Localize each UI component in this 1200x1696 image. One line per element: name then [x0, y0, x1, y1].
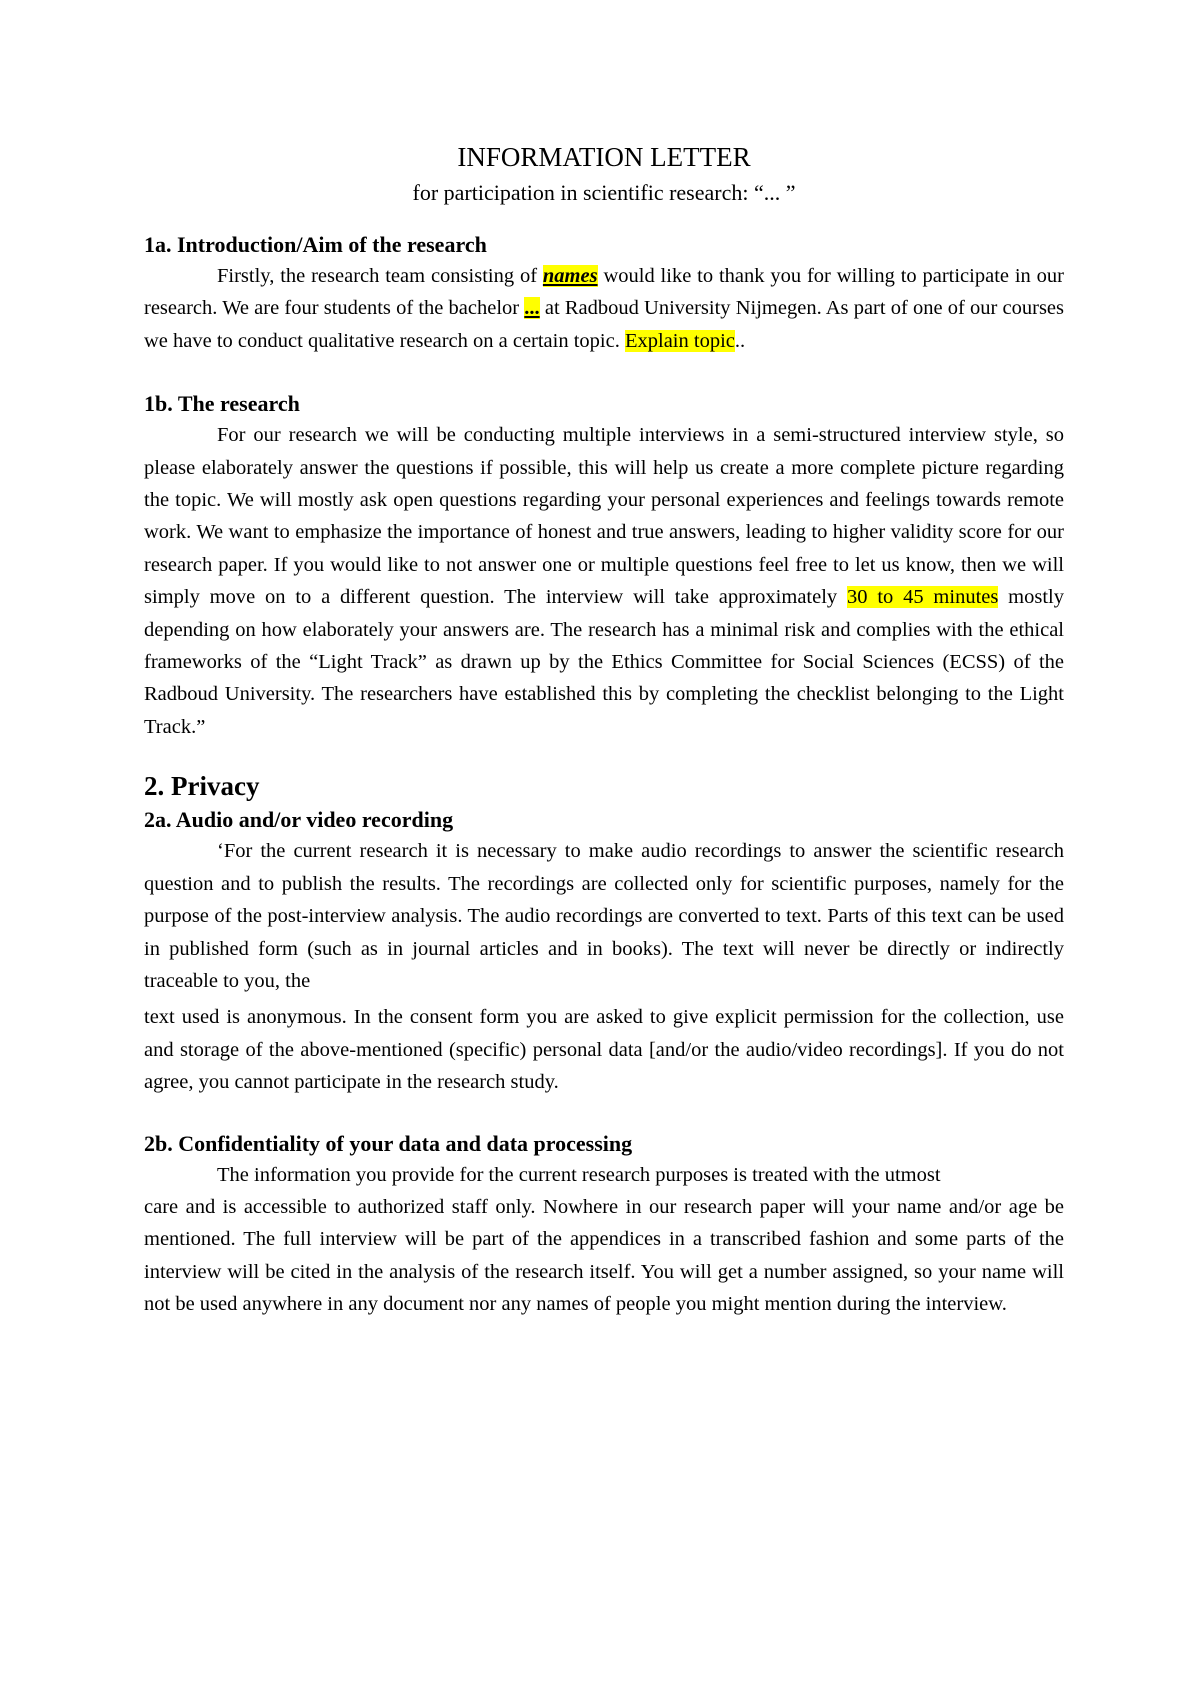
paragraph-1a — [144, 260, 1064, 357]
heading-1b: 1b. The research — [144, 391, 300, 417]
paragraph-1b — [144, 419, 1064, 743]
paragraph-2b-2: care and is accessible to authorized staff only. Nowhere in our research paper will your name and/or age be mentioned. The full interview will be part of the appendices in a transcribed fashion and some parts of the interview will be cited in the analysis of the research itself. You will get a number assigned, so your name will not be used anywhere in any document nor any names of people you might mention during the interview. — [144, 1195, 1064, 1316]
highlight-bachelor: ... — [524, 297, 540, 320]
letter-subtitle — [144, 178, 1064, 208]
text-1b-a: For our research we will be conducting multiple interviews in a semi-structured interview style, so please elaborately answer the questions if possible, this will help us create a more complete picture regarding the topic. We will mostly ask open questions regarding your personal experiences and feelings towards remote work. We want to emphasize the importance of honest and true answers, leading to higher validity score for our research paper. If you would like to not answer one or multiple questions feel free to let us know, then we will simply move on to a different question. The interview will take approximately — [144, 424, 1064, 609]
subtitle-placeholder: ... — [763, 180, 781, 205]
heading-1a: 1a. Introduction/Aim of the research — [144, 232, 487, 257]
text-1a-d: .. — [734, 329, 746, 352]
document-page — [144, 140, 1064, 1321]
text-1a-c: at Radboud University Nijmegen. As part of one of our courses we have to conduct qualitative research on a certain topic. — [144, 297, 1064, 352]
highlight-duration: 30 to 45 minutes — [847, 586, 999, 609]
heading-2-privacy: 2. Privacy — [144, 771, 260, 802]
highlight-topic: Explain topic — [624, 329, 735, 352]
text-1b-b: mostly depending on how elaborately your answers are. The research has a minimal risk and complies with the ethical frameworks of the “Light Track” as drawn up by the Ethics Committee for Social Sciences (ECSS) of the Radboud University. The researchers have established this by completing the checklist belonging to the Light Track.” — [144, 586, 1064, 738]
paragraph-2b-1: The information you provide for the current research purposes is treated with the utmost — [217, 1163, 941, 1186]
paragraph-2a-2: text used is anonymous. In the consent form you are asked to give explicit permission for the collection, use and storage of the above-mentioned (specific) personal data [and/or the audio/video recordings]. If you do not agree, you cannot participate in the research study. — [144, 1006, 1064, 1094]
subtitle-suffix: ” — [780, 180, 796, 205]
text-1a-a: Firstly, the research team consisting of — [217, 265, 543, 287]
heading-2b: 2b. Confidentiality of your data and data processing — [144, 1130, 633, 1156]
subtitle-prefix: for participation in scientific research: “ — [412, 180, 764, 205]
paragraph-2a-1: ‘For the current research it is necessary to make audio recordings to answer the scientific research question and to publish the results. The recordings are collected only for scientific purposes, namely for the purpose of the post-interview analysis. The audio recordings are converted to text. Parts of this text can be used in published form (such as in journal articles and in books). The text will never be directly or indirectly traceable to you, the — [144, 840, 1064, 992]
letter-title: INFORMATION LETTER — [457, 142, 751, 172]
heading-2a: 2a. Audio and/or video recording — [144, 807, 454, 833]
highlight-names: names — [542, 265, 598, 287]
text-1a-b: would like to thank you for willing to participate in our research. We are four students of the bachelor — [144, 265, 1064, 320]
